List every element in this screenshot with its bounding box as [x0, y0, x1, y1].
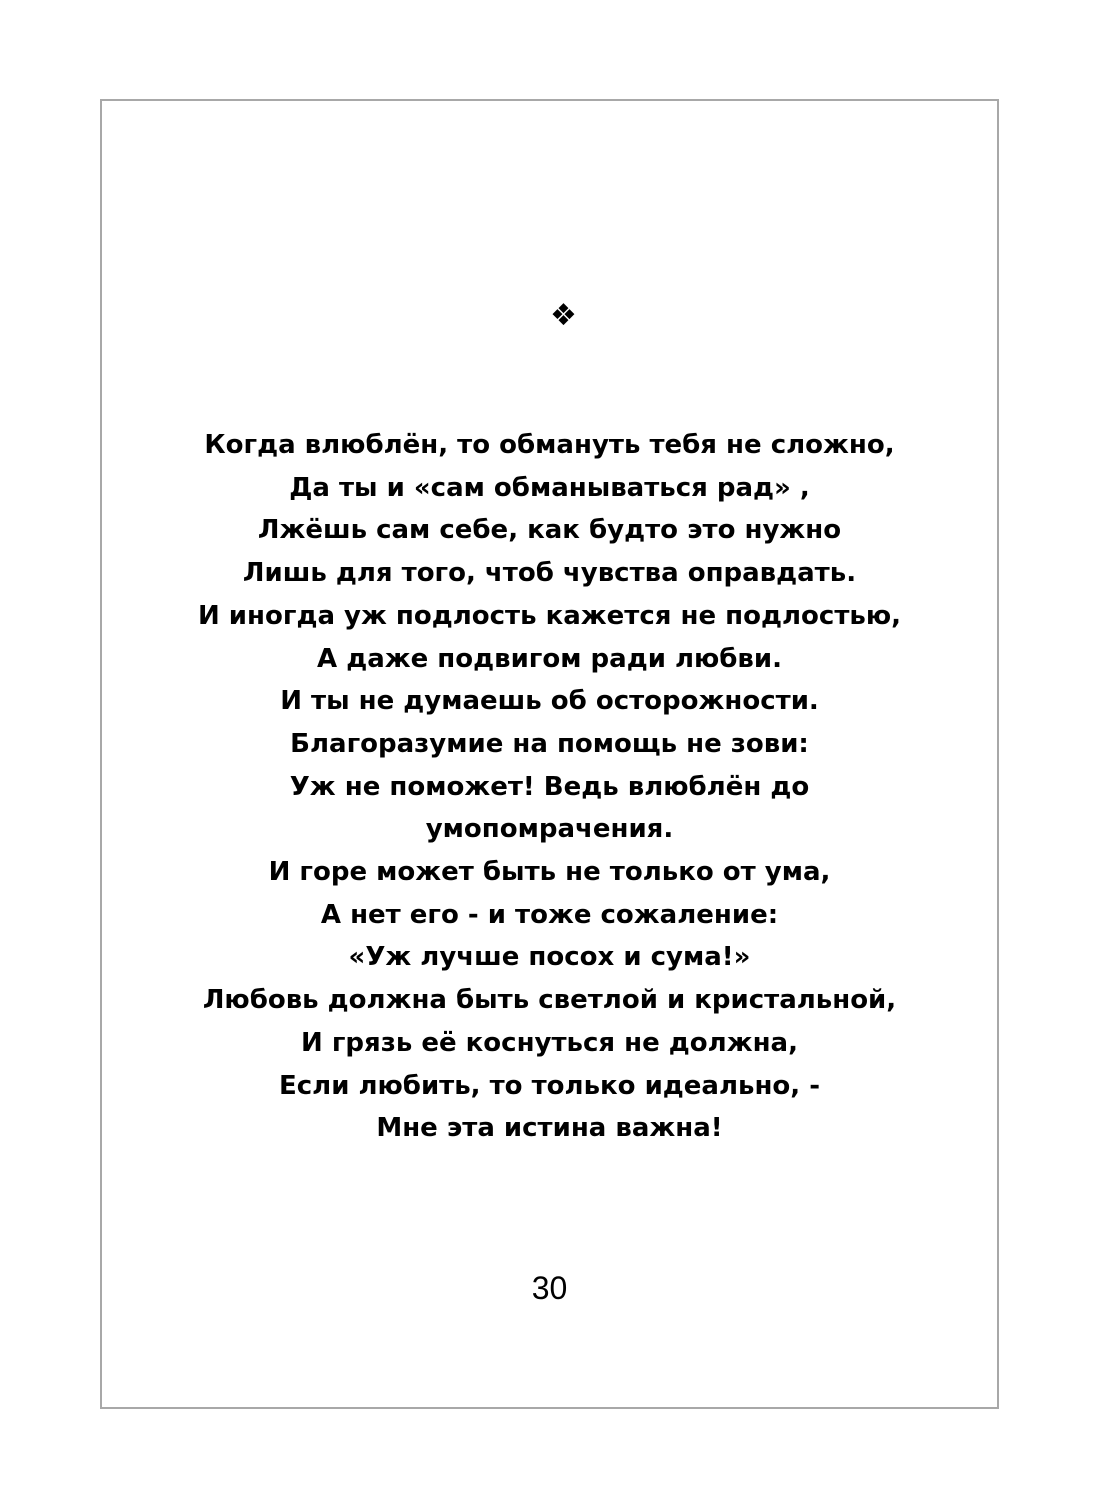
poem-line: Да ты и «сам обманываться рад» ,	[289, 472, 810, 503]
poem-line: Благоразумие на помощь не зови:	[290, 728, 809, 759]
poem-line: Мне эта истина важна!	[376, 1113, 723, 1144]
diamond-ornament-icon: ❖	[550, 298, 577, 333]
poem-line: «Уж лучше посох и сума!»	[348, 942, 751, 973]
poem-line: А нет его - и тоже сожаление:	[320, 899, 779, 930]
poem-line: Любовь должна быть светлой и кристальной,	[202, 985, 897, 1016]
poem-line: Когда влюблён, то обмануть тебя не сложно,	[204, 430, 895, 460]
poem-line: И ты не думаешь об осторожности.	[280, 686, 819, 717]
poem-line: Лишь для того, чтоб чувства оправдать.	[242, 558, 857, 589]
poem-line: Лжёшь сам себе, как будто это нужно	[257, 515, 842, 546]
poem-text-block	[102, 424, 997, 1150]
poem-line: А даже подвигом ради любви.	[317, 643, 782, 674]
poem-line: Уж не поможет! Ведь влюблён до	[289, 771, 810, 802]
poem-line: умопомрачения.	[425, 814, 674, 845]
poem-line: И грязь её коснуться не должна,	[301, 1027, 798, 1058]
poem-line: И иногда уж подлость кажется не подлостью,	[198, 600, 901, 631]
poem-line: И горе может быть не только от ума,	[268, 857, 831, 888]
poem-line: Если любить, то только идеально, -	[279, 1070, 820, 1101]
page-border-frame	[100, 99, 999, 1409]
page-number: 30	[531, 1270, 568, 1306]
